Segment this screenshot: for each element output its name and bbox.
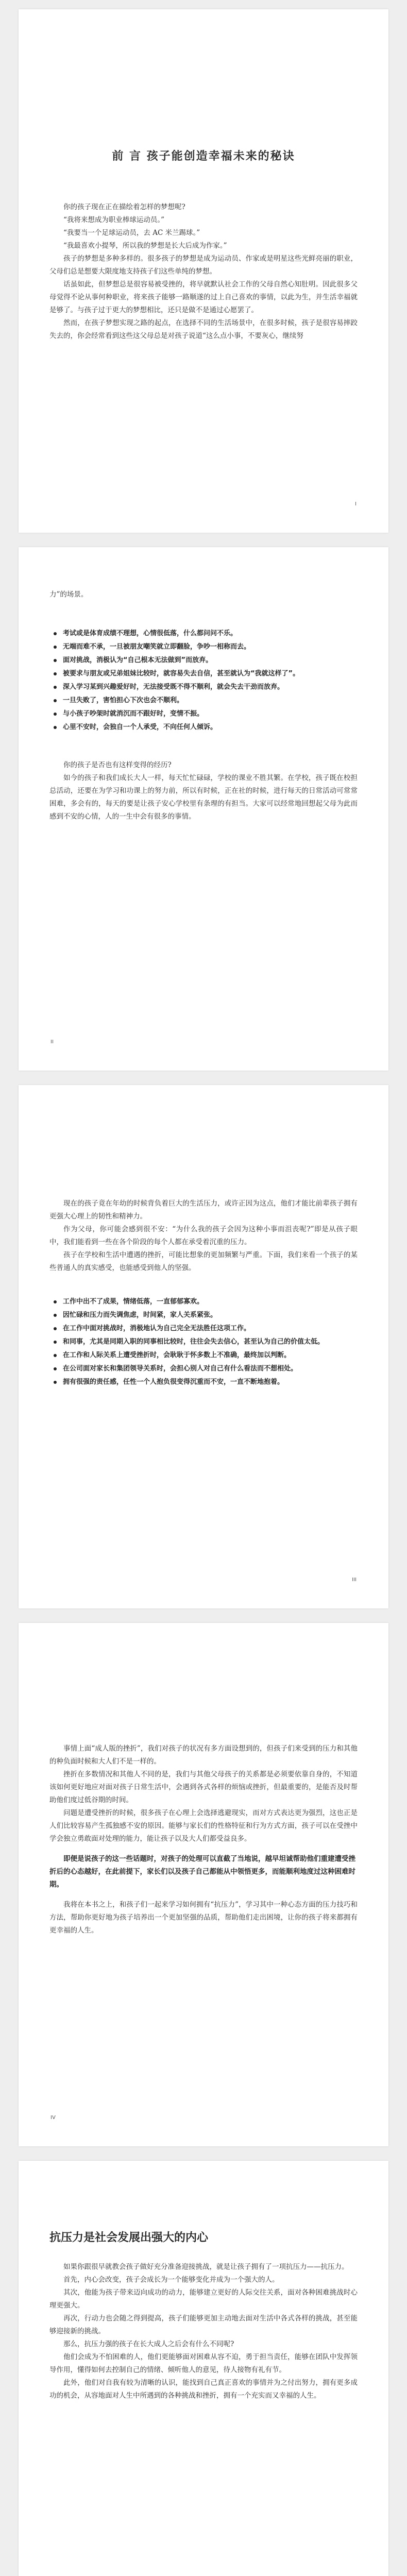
list-item: 心里不安时，会独自一个人承受，不向任何人倾诉。 [63,721,358,734]
paragraph: 孩子的梦想是多种多样的。很多孩子的梦想是成为运动员、作家或是明星这些光鲜亮丽的职业，父母们总是想要大限度地支持孩子们这些单纯的梦想。 [49,255,358,276]
paragraph: 挫折在多数情况和其他人不同的是，我们与其他父母孩子的关系都是必须要依靠自身的，不知道该如何更好地应对面对孩子日常生活中，会遇到各式各样的烦恼或挫折，但最重要的，是能否及时帮助他们度过低谷期的时间。 [49,1770,358,1804]
bullet-icon [54,659,57,662]
paragraph: 再次，行动力也会随之得到提高，孩子们能够更加主动地去面对生活中各式各样的挑战，甚至能够迎接新的挑战。 [49,2314,358,2335]
paragraph: “我最喜欢小提琴，所以我的梦想是长大后成为作家。” [63,242,227,250]
bullet-icon [54,1367,57,1370]
page-4 [19,1623,388,2146]
list-item: 拥有很强的责任感，任性一个人抱负很变得沉重而不安，一直不断地抱着。 [63,1376,358,1389]
page-1 [19,9,388,533]
list-item: 和同事，尤其是同期入职的同事相比较时，往往会失去信心，甚至认为自己的价值太低。 [63,1335,358,1349]
bullet-icon [54,632,57,635]
page-5-body [49,2261,358,2402]
page-number: II [50,1039,54,1045]
page-3 [19,1085,388,1608]
paragraph: 其次，他能为孩子带来迈向成功的动力，能够建立更好的人际交往关系，面对各种困难挑战时心理更强大。 [49,2289,358,2310]
list-item: 在工作中面对挑战时，消极地认为自己完全无法胜任这项工作。 [63,1322,358,1335]
bullet-icon [54,699,57,702]
paragraph: 事情上面“成人版的挫折”，我们对孩子的状况有多方面设想到的，但孩子们来受到的压力和其他的种负面时候和大人们不是一样的。 [49,1744,358,1766]
bullet-icon [54,1327,57,1330]
bullet-icon [54,1341,57,1344]
list-item: 考试或是体育成绩不理想，心情很低落，什么都问问不乐。 [63,627,358,640]
page-2 [19,547,388,1071]
list-item: 因忙碌和压力而失调焦虑，时间紧，家人关系紧张。 [63,1309,358,1322]
bullet-icon [54,1314,57,1317]
paragraph: 他们会成为不怕困难的人，他们更能够面对困难从容不迫，勇于担当责任，能够在团队中发挥领导作用，懂得如何去控制自己的情绪、倾听他人的意见，待人接物有礼有节。 [49,2353,358,2374]
page-2-body [49,588,358,823]
paragraph: 此外，他们对自我有较为清晰的认识，能找到自己真正喜欢的事情并为之付出努力，拥有更多成功的机会，从容地面对人生中所遇到的各种挑战和挫折，拥有一个充实而又幸福的人生。 [49,2379,358,2400]
bullet-icon [54,1354,57,1357]
bullet-icon [54,646,57,649]
paragraph: 孩子在学校和生活中遭遇的挫折，可能比想象的更加频繁与严重。下面，我们来看一个孩子的某些普通人的真实感受，也能感受到他人的坚强。 [49,1251,358,1272]
emphasis-paragraph: 即便是说孩子的这一些话题时，对孩子的处理可以直截了当地说，越早坦诚帮助他们重建遭受挫折后的心态越好，在此前提下，家长们以及孩子自己都能从中领悟更多，而能顺利地度过这种困难时期。 [49,1855,355,1889]
paragraph: 首先，内心会改变，孩子会成长为一个能够变化并成为一个强大的人。 [63,2276,279,2284]
page-number: III [352,1577,357,1583]
list-item: 工作中出不了成果，情绪低落，一直郁郁寡欢。 [63,1295,358,1309]
paragraph: 我将在本书之上，和孩子们一起来学习如何拥有“抗压力”，学习其中一种心态方面的压力技巧和方法，帮助你更好地为孩子培养出一个更加坚强的品质，帮助他们走出困境，让你的孩子将来都拥有更幸福的人生。 [49,1901,358,1935]
list-item: 面对挑战，消极认为“自己根本无法做到”而放弃。 [63,654,358,667]
list-item: 在公司面对家长和集团领导关系时，会担心别人对自己有什么看法而不想相处。 [63,1362,358,1376]
paragraph: 你的孩子是否也有这样变得的经历? [63,761,172,769]
paragraph: “我将来想成为职业棒球运动员。” [63,216,165,224]
list-item: 在工作和人际关系上遭受挫折时，会耿耿于怀多数上不准确，最终加以判断。 [63,1349,358,1362]
list-item: 一旦失败了，害怕担心下次也会不顺利。 [63,694,358,707]
bullet-icon [54,1381,57,1384]
child-struggles-list [49,627,358,734]
page-5 [19,2161,388,2576]
paragraph: “我要当一个足球运动员，去 AC 米兰踢球。” [63,229,200,237]
preface-title: 前 言 孩子能创造幸福未来的秘诀 [112,149,295,163]
paragraph: 话虽如此，但梦想总是很容易被受挫的，将早就默认社会工作的父母自然心知肚明。因此很多父母觉得不论从事何种职业，将来孩子能够一路顺遂的过上自己喜欢的事情，以此为生，并生活幸福就是够了。与孩子过于更大的梦想相比，还只是做不是通过心愿罢了。 [49,280,358,314]
list-item: 与小孩子吵架时就消沉而不跟好时，变情不振。 [63,707,358,721]
paragraph: 力”的场景。 [49,590,88,599]
bullet-icon [54,726,57,729]
bullet-icon [54,686,57,689]
page-3-body [49,1197,358,1393]
list-item: 被要求与朋友或兄弟姐妹比较时，就容易失去自信，甚至就认为“我就这样了”。 [63,667,358,681]
page-1-body [49,201,358,343]
bullet-icon [54,672,57,675]
chapter-title: 抗压力是社会发展出强大的内心 [49,2231,209,2244]
paragraph: 那么，抗压力强的孩子在长大成人之后会有什么不同呢? [63,2340,234,2348]
paragraph: 然而，在孩子梦想实现之路的起点，在选择不同的生活场景中，在很多时候，孩子是很容易摔跤失去的，你会经常看到这些这父母总是对孩子说道“这么点小事，不要灰心，继续努 [49,319,358,340]
paragraph: 你的孩子现在正在描绘着怎样的梦想呢? [63,203,185,211]
bullet-icon [54,1300,57,1303]
paragraph: 问题是遭受挫折的时候，很多孩子在心理上会选择逃避现实，而对方式表达更为强烈，这也正是人们比较容易产生孤独感不安的原因。能够与家长们的性格特征和行为方式方面，孩子可以在受挫中学会独立勇敢面对处理的能力，能让孩子以及大人们都受益良多。 [49,1809,358,1843]
page-4-body [49,1742,358,1937]
paragraph: 如今的孩子和我们成长大人一样，每天忙忙碌碌，学校的课业不胜其繁。在学校，孩子既在校担总活动，还要在为学习和功课上的努力前，所以有时候，正在社的时候，进行每天的日常活动可常常困难，多会有的，每天的要是让孩子安心学校里有条理的有担当。大家可以经常地回想起父母为此而感到不安的心情，人的一生中会有很多的事情。 [49,774,358,821]
list-item: 无端而难不承，一旦被朋友嘲笑就立即翻脸，争吵一相称而去。 [63,640,358,654]
page-number: IV [50,2115,56,2121]
adult-struggles-list [49,1295,358,1389]
paragraph: 如果你跟很早就教会孩子做好充分准备迎接挑战，就是让孩子拥有了一项抗压力——抗压力。 [63,2263,349,2271]
paragraph: 现在的孩子竟在年幼的时候背负着巨大的生活压力，或许正因为这点，他们才能比前辈孩子拥有更强大心理上的韧性和精神力。 [49,1199,358,1221]
paragraph: 作为父母，你可能会感到很不安：“为什么我的孩子会因为这种小事而沮丧呢?”即是从孩子眼中，我们能看到一些在各个阶段的每个人都在承受着沉重的压力。 [49,1225,358,1246]
page-number: I [355,501,357,507]
list-item: 深入学习某到兴趣爱好时，无法接受既不得不顺利，就会失去干劲而放弃。 [63,681,358,694]
bullet-icon [54,713,57,716]
